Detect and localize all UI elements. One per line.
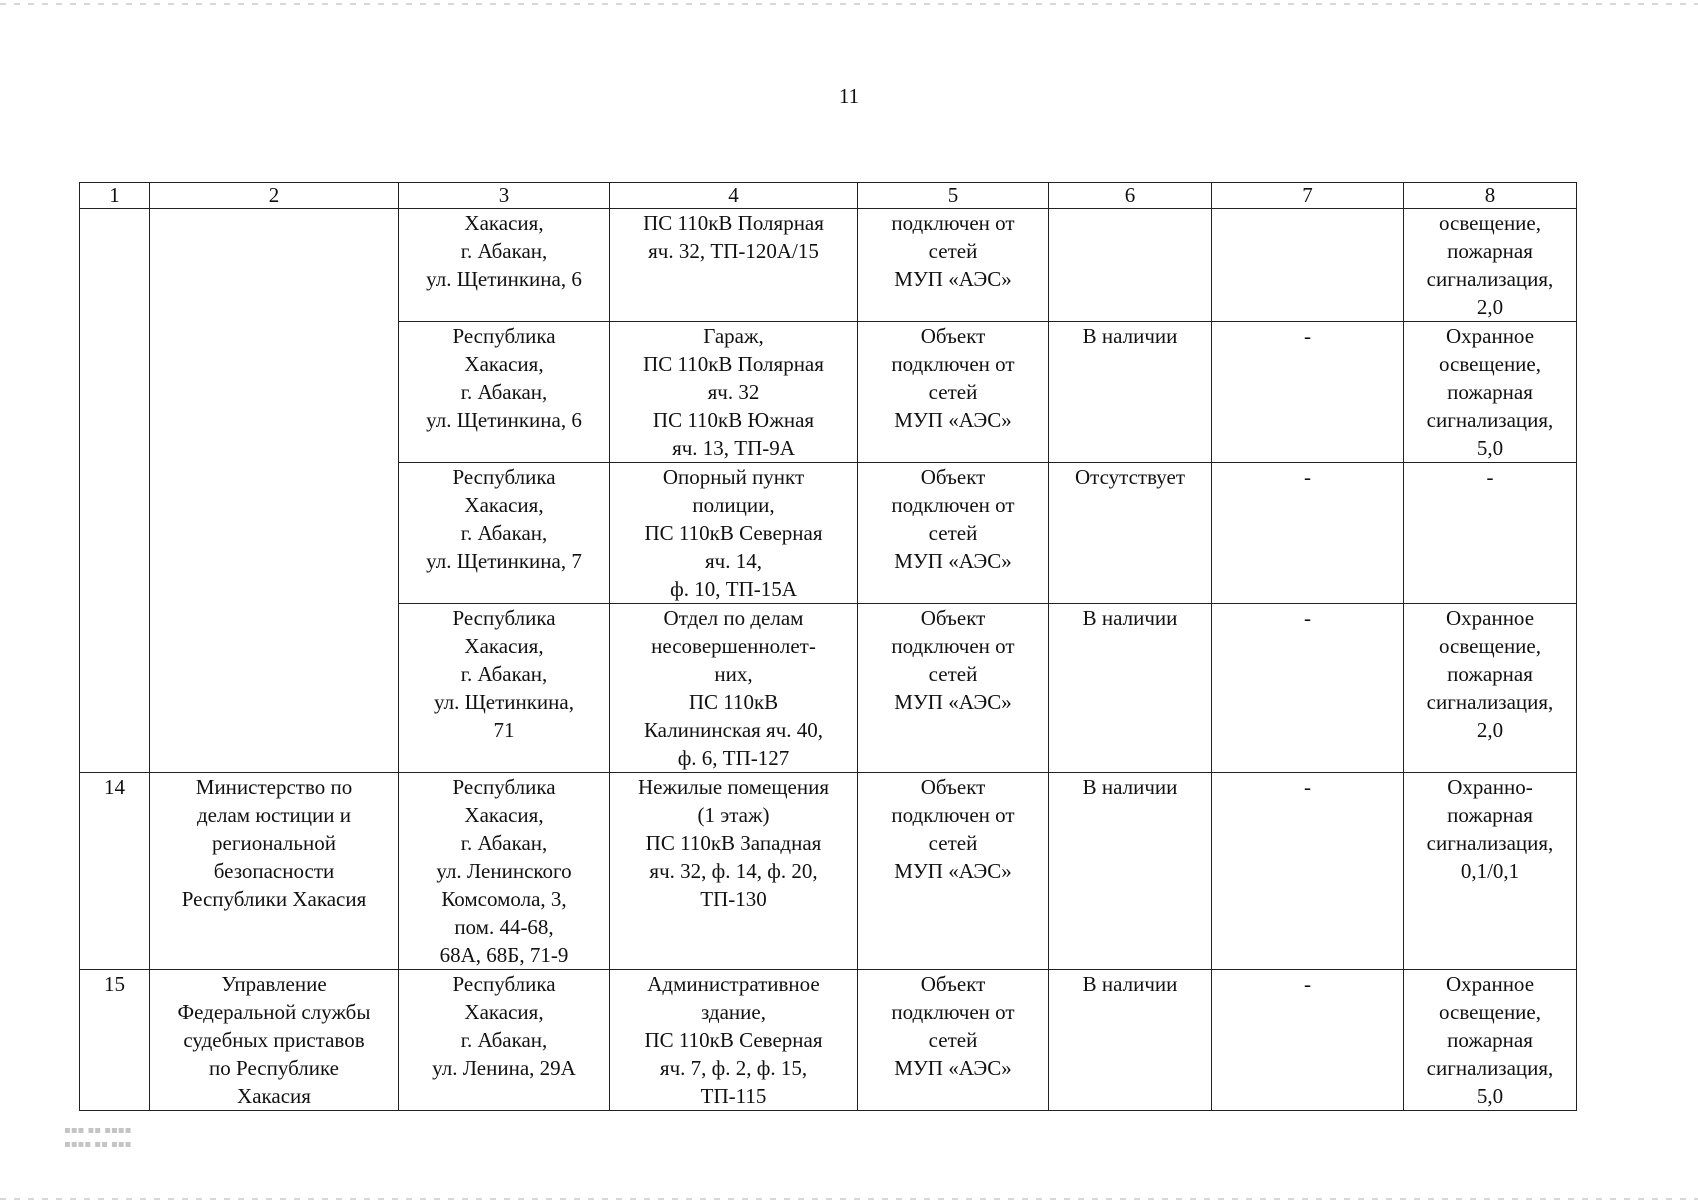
faded-stamp-mark: ▪▪▪ ▪▪ ▪▪▪▪ ▪▪▪▪ ▪▪ ▪▪▪ — [64, 1125, 132, 1150]
column-header-6: 6 — [1049, 183, 1212, 209]
address-cell: Республика Хакасия, г. Абакан, ул. Щетинкина, 6 — [399, 322, 610, 463]
object-cell: ПС 110кВ Полярная яч. 32, ТП-120А/15 — [610, 209, 858, 322]
column-header-4: 4 — [610, 183, 858, 209]
column-7-cell: - — [1212, 463, 1404, 604]
object-cell: Гараж, ПС 110кВ Полярная яч. 32 ПС 110кВ Южная яч. 13, ТП-9А — [610, 322, 858, 463]
column-header-8: 8 — [1404, 183, 1577, 209]
availability-cell — [1049, 209, 1212, 322]
row-number-cell: 15 — [80, 970, 150, 1111]
power-supply-cell: Объект подключен от сетей МУП «АЭС» — [858, 970, 1049, 1111]
organization-cell — [150, 209, 399, 773]
address-cell: Республика Хакасия, г. Абакан, ул. Щетинкина, 71 — [399, 604, 610, 773]
column-7-cell: - — [1212, 604, 1404, 773]
column-7-cell: - — [1212, 970, 1404, 1111]
security-systems-cell: Охранно- пожарная сигнализация, 0,1/0,1 — [1404, 773, 1577, 970]
security-systems-cell: Охранное освещение, пожарная сигнализация, 5,0 — [1404, 322, 1577, 463]
security-systems-cell: Охранное освещение, пожарная сигнализация, 2,0 — [1404, 604, 1577, 773]
security-systems-cell: освещение, пожарная сигнализация, 2,0 — [1404, 209, 1577, 322]
column-header-7: 7 — [1212, 183, 1404, 209]
page-number: 11 — [838, 84, 860, 108]
address-cell: Республика Хакасия, г. Абакан, ул. Ленинского Комсомола, 3, пом. 44-68, 68А, 68Б, 71-9 — [399, 773, 610, 970]
object-cell: Административное здание, ПС 110кВ Северная яч. 7, ф. 2, ф. 15, ТП-115 — [610, 970, 858, 1111]
table-row — [80, 773, 1577, 970]
row-number-cell — [80, 209, 150, 773]
table-row — [80, 970, 1577, 1111]
column-header-3: 3 — [399, 183, 610, 209]
header-row — [80, 183, 1577, 209]
object-cell: Отдел по делам несовершеннолет- них, ПС 110кВ Калининская яч. 40, ф. 6, ТП-127 — [610, 604, 858, 773]
object-cell: Опорный пункт полиции, ПС 110кВ Северная яч. 14, ф. 10, ТП-15А — [610, 463, 858, 604]
security-systems-cell: - — [1404, 463, 1577, 604]
availability-cell: Отсутствует — [1049, 463, 1212, 604]
column-header-1: 1 — [80, 183, 150, 209]
availability-cell: В наличии — [1049, 970, 1212, 1111]
column-7-cell — [1212, 209, 1404, 322]
power-supply-cell: Объект подключен от сетей МУП «АЭС» — [858, 604, 1049, 773]
availability-cell: В наличии — [1049, 773, 1212, 970]
availability-cell: В наличии — [1049, 322, 1212, 463]
power-supply-cell: Объект подключен от сетей МУП «АЭС» — [858, 463, 1049, 604]
power-supply-cell: Объект подключен от сетей МУП «АЭС» — [858, 773, 1049, 970]
column-7-cell: - — [1212, 322, 1404, 463]
row-number-cell: 14 — [80, 773, 150, 970]
address-cell: Республика Хакасия, г. Абакан, ул. Ленина, 29А — [399, 970, 610, 1111]
address-cell: Республика Хакасия, г. Абакан, ул. Щетинкина, 7 — [399, 463, 610, 604]
column-7-cell: - — [1212, 773, 1404, 970]
table-row — [80, 209, 1577, 322]
organization-cell: Управление Федеральной службы судебных приставов по Республике Хакасия — [150, 970, 399, 1111]
organization-cell: Министерство по делам юстиции и региональной безопасности Республики Хакасия — [150, 773, 399, 970]
document-table — [79, 182, 1577, 1111]
column-header-2: 2 — [150, 183, 399, 209]
scan-top-edge — [0, 3, 1698, 5]
address-cell: Хакасия, г. Абакан, ул. Щетинкина, 6 — [399, 209, 610, 322]
power-supply-cell: подключен от сетей МУП «АЭС» — [858, 209, 1049, 322]
column-header-5: 5 — [858, 183, 1049, 209]
power-supply-cell: Объект подключен от сетей МУП «АЭС» — [858, 322, 1049, 463]
availability-cell: В наличии — [1049, 604, 1212, 773]
security-systems-cell: Охранное освещение, пожарная сигнализация, 5,0 — [1404, 970, 1577, 1111]
object-cell: Нежилые помещения (1 этаж) ПС 110кВ Западная яч. 32, ф. 14, ф. 20, ТП-130 — [610, 773, 858, 970]
